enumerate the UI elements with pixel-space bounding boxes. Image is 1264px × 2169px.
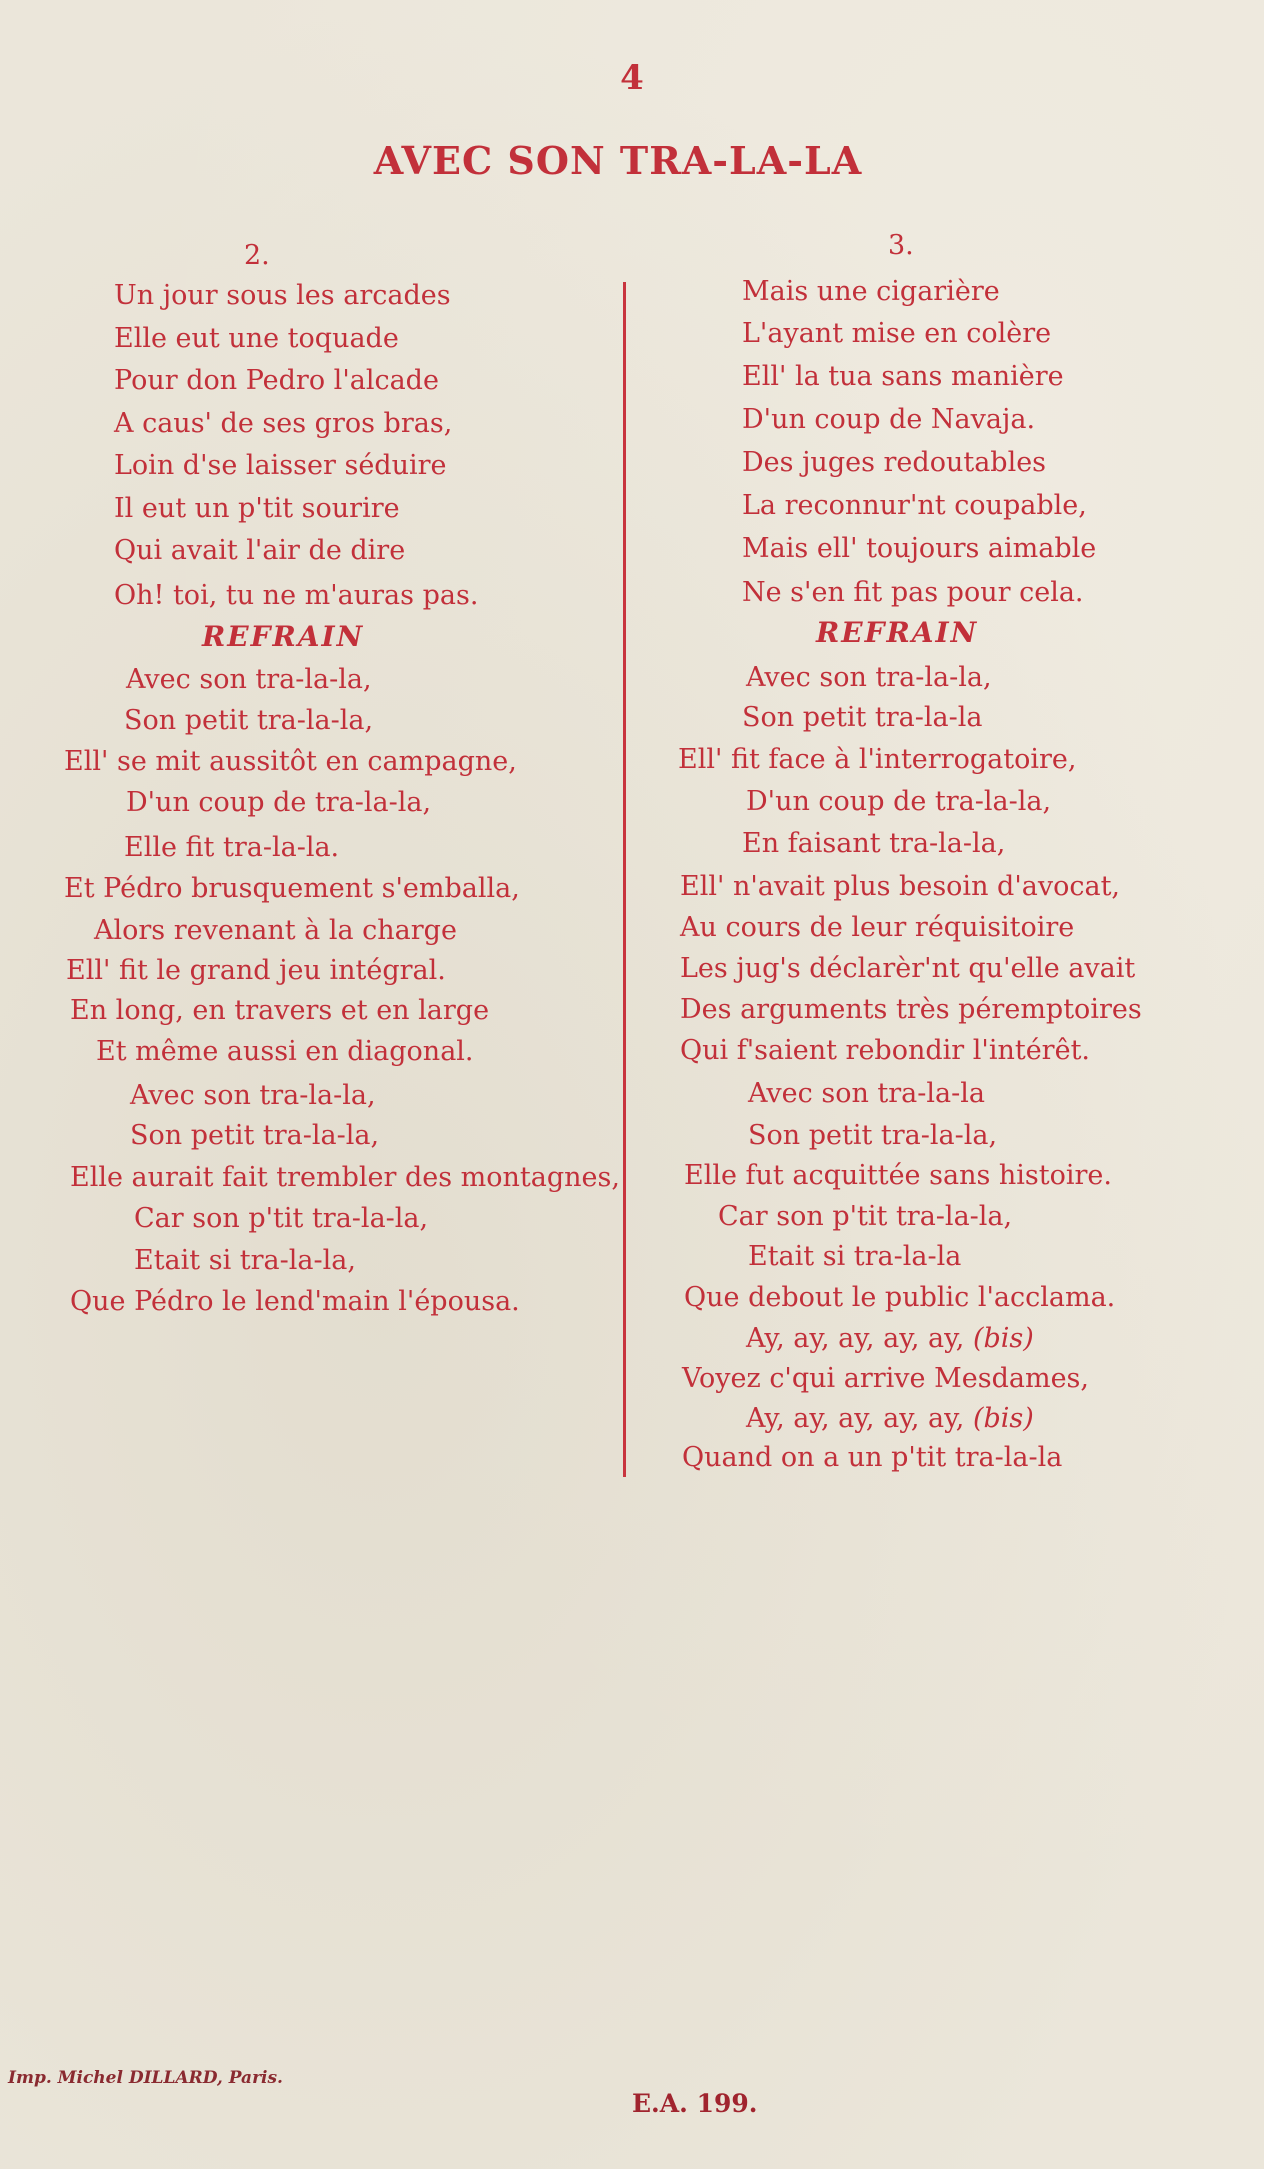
refrain-line: Elle fut acquittée sans histoire.: [684, 1160, 1112, 1191]
page-number: 4: [620, 58, 644, 98]
verse-number: 2.: [244, 240, 270, 271]
refrain-line: Avec son tra-la-la: [748, 1078, 985, 1109]
refrain-line: Elle fit tra-la-la.: [124, 832, 340, 863]
printer-imprint: Imp. Michel DILLARD, Paris.: [8, 2068, 283, 2088]
verse-line: Il eut un p'tit sourire: [114, 493, 400, 524]
refrain-line: Quand on a un p'tit tra-la-la: [682, 1442, 1063, 1473]
bis-marker: (bis): [972, 1323, 1034, 1354]
refrain-line: Les jug's déclarèr'nt qu'elle avait: [680, 953, 1136, 984]
refrain-line-text: Ay, ay, ay, ay, ay,: [746, 1323, 965, 1354]
refrain-line: Au cours de leur réquisitoire: [680, 912, 1075, 943]
refrain-line: En faisant tra-la-la,: [742, 828, 1006, 859]
verse-line: Mais une cigarière: [742, 276, 1000, 307]
refrain-line: Avec son tra-la-la,: [126, 664, 372, 695]
refrain-line: En long, en travers et en large: [70, 995, 490, 1026]
verse-line: La reconnur'nt coupable,: [742, 490, 1087, 521]
refrain-line: Ell' se mit aussitôt en campagne,: [64, 746, 517, 777]
refrain-label: REFRAIN: [202, 620, 365, 653]
refrain-line: Car son p'tit tra-la-la,: [134, 1203, 429, 1234]
verse-line: Mais ell' toujours aimable: [742, 533, 1097, 564]
refrain-line: Etait si tra-la-la: [748, 1241, 962, 1272]
bis-marker: (bis): [972, 1403, 1034, 1434]
refrain-line: Son petit tra-la-la,: [748, 1120, 998, 1151]
refrain-line: Son petit tra-la-la,: [124, 705, 374, 736]
refrain-line: D'un coup de tra-la-la,: [126, 787, 432, 818]
verse-line: Qui avait l'air de dire: [114, 535, 406, 566]
verse-line: Ell' la tua sans manière: [742, 361, 1064, 392]
verse-line: Loin d'se laisser séduire: [114, 450, 447, 481]
refrain-line: Et Pédro brusquement s'emballa,: [64, 873, 520, 904]
catalog-number: E.A. 199.: [632, 2089, 758, 2118]
verse-line: L'ayant mise en colère: [742, 318, 1052, 349]
refrain-line: Avec son tra-la-la,: [746, 662, 992, 693]
refrain-line-text: Ay, ay, ay, ay, ay,: [746, 1403, 965, 1434]
song-title: AVEC SON TRA-LA-LA: [373, 138, 863, 183]
refrain-line: Des arguments très péremptoires: [680, 994, 1142, 1025]
refrain-line: Qui f'saient rebondir l'intérêt.: [680, 1035, 1090, 1066]
refrain-line: D'un coup de tra-la-la,: [746, 786, 1052, 817]
refrain-line: Car son p'tit tra-la-la,: [718, 1201, 1013, 1232]
verse-number: 3.: [888, 230, 914, 261]
refrain-label: REFRAIN: [816, 616, 979, 649]
refrain-line: Ell' fit le grand jeu intégral.: [66, 955, 446, 986]
refrain-line: Etait si tra-la-la,: [134, 1245, 356, 1276]
verse-line: Pour don Pedro l'alcade: [114, 365, 439, 396]
refrain-line: Avec son tra-la-la,: [130, 1080, 376, 1111]
verse-line: Elle eut une toquade: [114, 323, 399, 354]
refrain-line: Elle aurait fait trembler des montagnes,: [70, 1162, 620, 1193]
refrain-line: Son petit tra-la-la: [742, 702, 983, 733]
verse-line: Un jour sous les arcades: [114, 280, 451, 311]
refrain-line: Que Pédro le lend'main l'épousa.: [70, 1286, 520, 1317]
verse-line: Ne s'en fit pas pour cela.: [742, 577, 1084, 608]
refrain-line: Alors revenant à la charge: [94, 915, 457, 946]
column-divider: [623, 282, 626, 1477]
verse-line: D'un coup de Navaja.: [742, 404, 1036, 435]
refrain-line: Voyez c'qui arrive Mesdames,: [682, 1363, 1089, 1394]
refrain-line: Ell' fit face à l'interrogatoire,: [678, 744, 1077, 775]
refrain-line: Que debout le public l'acclama.: [684, 1282, 1116, 1313]
refrain-line: [746, 1325, 1034, 1352]
verse-line: A caus' de ses gros bras,: [114, 408, 453, 439]
refrain-line: Son petit tra-la-la,: [130, 1120, 380, 1151]
refrain-line: [746, 1405, 1034, 1432]
verse-line: Des juges redoutables: [742, 447, 1047, 478]
refrain-line: Et même aussi en diagonal.: [96, 1036, 474, 1067]
refrain-line: Ell' n'avait plus besoin d'avocat,: [680, 871, 1121, 902]
verse-line: Oh! toi, tu ne m'auras pas.: [114, 580, 479, 611]
